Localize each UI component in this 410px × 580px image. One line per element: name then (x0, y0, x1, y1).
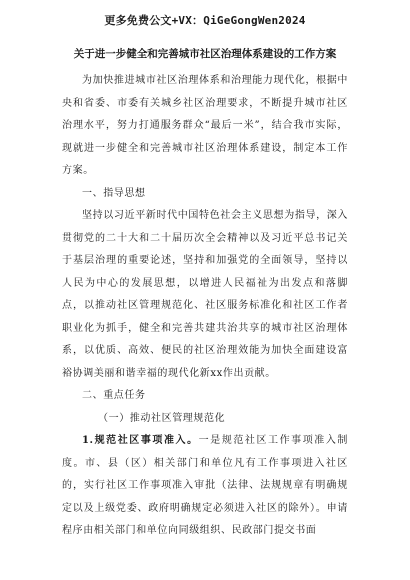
subsection-heading-management: （一）推动社区管理规范化 (98, 412, 226, 424)
intro-paragraph: 为加快推进城市社区治理体系和治理能力现代化，根据中央和省委、市委有关城乡社区治理要求，不断提升城市社区治理水平，努力打通服务群众“最后一米”，结合我市实际，现就进一步健全和完善城市社区治理体系建设，制定本工作方案。 (62, 75, 348, 176)
item-1-lead: 1.规范社区事项准入。 (82, 435, 199, 446)
item-1-paragraph (62, 430, 348, 543)
document-body (62, 70, 348, 543)
section-heading-guiding-ideology: 一、指导思想 (82, 187, 146, 199)
item-1-body: 一是规范社区工作事项准入制度。市、县（区）相关部门和单位凡有工作事项进入社区的，实行社区工作事项准入审批（法律、法规规章有明确规定以及上级党委、政府明确规定必须进入社区的除外）。申请程序由相关部门和单位向同级组织、民政部门提交书面 (62, 435, 348, 536)
section-heading-key-tasks: 二、重点任务 (82, 390, 146, 401)
guiding-ideology-paragraph: 坚持以习近平新时代中国特色社会主义思想为指导，深入贯彻党的二十大和二十届历次全会精神以及习近平总书记关于基层治理的重要论述，坚持和加强党的全面领导，坚持以人民为中心的发展思想，以增进人民福祉为出发点和落脚点，以推动社区管理规范化、社区服务标准化和社区工作者职业化为抓手，健全和完善共建共治共享的城市社区治理体系，以优质、高效、便民的社区治理效能为加快全面建设富裕协调美丽和谐幸福的现代化新xx作出贡献。 (62, 210, 348, 379)
promo-banner: 更多免费公文+VX：QiGeGongWen2024 (104, 14, 306, 27)
document-title: 关于进一步健全和完善城市社区治理体系建设的工作方案 (73, 48, 337, 60)
